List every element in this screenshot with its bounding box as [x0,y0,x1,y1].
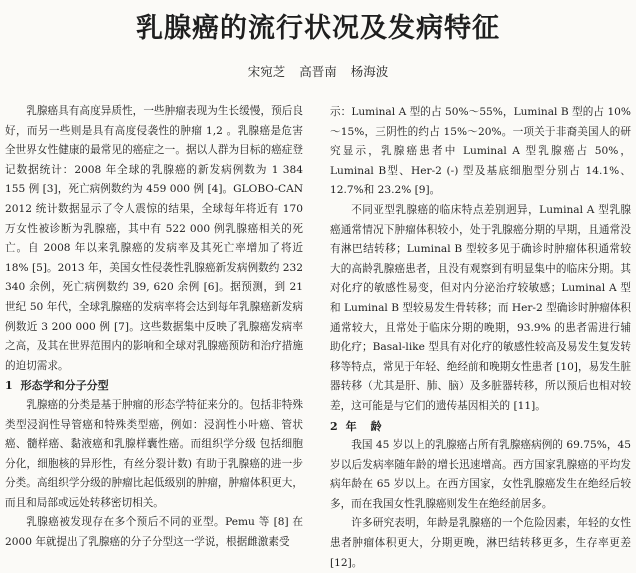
paper-title: 乳腺癌的流行状况及发病特征 [136,13,500,44]
section-number: 1 [5,379,13,393]
body-paragraph: 示：Luminal A 型的占 50%～55%，Luminal B 型的占 10%～15%，三阴性的约占 15%～20%。一项关于非裔美国人的研究显示，乳腺癌患者中 Luminal A 型乳腺癌占 50%，Luminal B型、Her-2 (-) 型及基底细胞型分别占 14.1%、12.7%和 23.2% [9]。 [330,106,631,197]
section-number: 2 [330,419,338,433]
body-paragraph: 不同亚型乳腺癌的临床特点差别迥异，Luminal A 型乳腺癌通常情况下肿瘤体积较小，处于乳腺癌分期的早期，且通常没有淋巴结转移；Luminal B 型较多见于确诊时肿瘤体积通常较大的高龄乳腺癌患者，且没有观察到有明显集中的临床分期。其对化疗的敏感性易变，但对内分泌治疗较敏感；Luminal A 型和 Luminal B 型较易发生骨转移；而 Her-2 型确诊时肿瘤体积通常较大，且常处于临床分期的晚期，93.9% 的患者需进行辅助化疗；Basal-like 型具有对化疗的敏感性较高及易发生复发转移等特点，常见于年轻、绝经前和晚期女性患者 [10]，易发生脏器转移（尤其是肝、肺、脑）及多脏器转移，所以预后也相对较差，这可能是与它们的遗传基因相关的 [11]。 [330,203,631,412]
author-name: 杨海波 [350,64,389,79]
left-column [5,102,303,553]
author-name: 宋宛芝 [247,64,286,79]
body-paragraph: 乳腺癌被发现存在多个预后不同的亚型。Pemu 等 [8] 在 2000 年就提出了乳腺癌的分子分型这一学说，根据雌激素受 [5,516,303,549]
body-paragraph: 乳腺癌的分类是基于肿瘤的形态学特征来分的。包括非特殊类型浸润性导管癌和特殊类型癌，例如：浸润性小叶癌、管状癌、髓样癌、黏液癌和乳腺样囊性癌。而组织学分级 包括细胞分化，细胞核的异形性，有丝分裂计数) 有助于乳腺癌的进一步分类。高组织学分级的肿瘤比起低级别的肿瘤，肿瘤体积更大，而且和局部或远处转移密切相关。 [5,398,303,509]
body-paragraph: 我国 45 岁以上的乳腺癌占所有乳腺癌病例的 69.75%，45 岁以后发病率随年龄的增长迅速增高。西方国家乳腺癌的平均发病年龄在 65 岁以上。在西方国家，女性乳腺癌发生在绝经后较多，而在我国女性乳腺癌则发生在绝经前居多。 [330,439,631,510]
section-heading [5,376,303,396]
author-name: 高晋南 [299,64,337,79]
right-column [330,103,631,573]
section-title: 形态学和分子分型 [20,379,109,393]
section-heading [330,417,631,437]
section-title: 年龄 [345,419,396,433]
body-paragraph: 许多研究表明，年龄是乳腺癌的一个危险因素，年轻的女性患者肿瘤体积更大，分期更晚，淋巴结转移更多，生存率更差 [12]。 [330,517,631,569]
author-list [0,62,636,80]
body-paragraph: 乳腺癌具有高度异质性，一些肿瘤表现为生长缓慢，预后良好，而另一些则是具有高度侵袭性的肿瘤 1,2 。乳腺癌是危害全世界女性健康的最常见的癌症之一。据以人群为目标的癌症登记数据统计：2008 年全球的乳腺癌的新发病例数为 1 384 155 例 [3]，死亡病例数约为 459 000 例 [4]。GLOBO-CAN 2012 统计数据显示了令人震惊的结果，全球每年将近有 170 万女性被诊断为乳腺癌，其中有 522 000 例乳腺癌相关的死亡。自 2008 年以来乳腺癌的发病率及其死亡率增加了将近 18% [5]。2013 年，美国女性侵袭性乳腺癌新发病例数约 232 340 余例，死亡病例数约 39, 620 余例 [6]。据预测，到 21 世纪 50 年代，全球乳腺癌的发病率将会达到每年乳腺癌新发病例数近 3 200 000 例 [7]。这些数据集中反映了乳腺癌发病率之高，及其在世界范围内的影响和全球对乳腺癌预防和治疗措施的迫切需求。 [5,105,303,372]
